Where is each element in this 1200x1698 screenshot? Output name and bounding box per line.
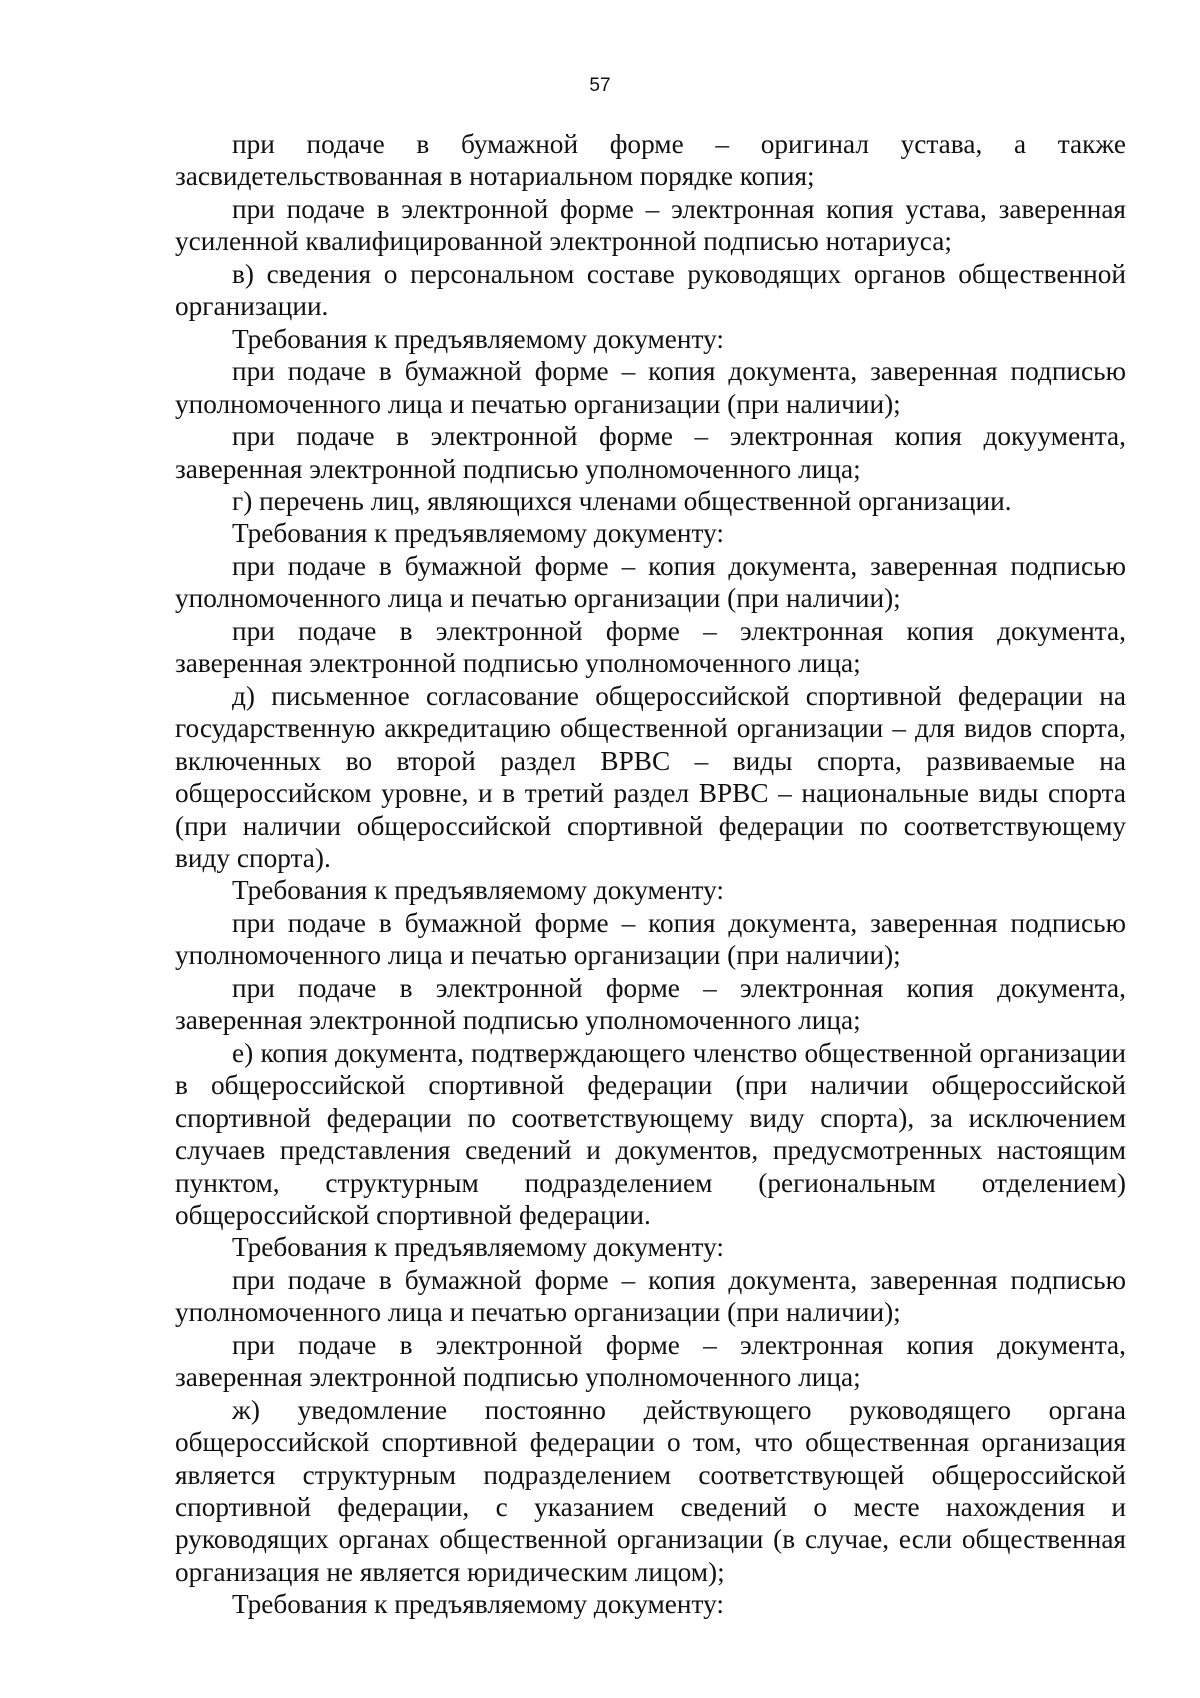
item-v-governing-bodies: в) сведения о персональном составе руководящих органов общественной организации. — [175, 258, 1126, 322]
document-body — [175, 128, 1126, 1621]
paragraph-e-paper-submission: при подаче в бумажной форме – копия документа, заверенная подписью уполномоченного лица и печатью организации (при наличии); — [175, 1264, 1126, 1328]
item-g-members-list: г) перечень лиц, являющихся членами общественной организации. — [232, 485, 1012, 516]
paragraph-v-paper-submission: при подаче в бумажной форме – копия документа, заверенная подписью уполномоченного лица и печатью организации (при наличии); — [175, 356, 1126, 419]
paragraph-g-paper-submission: при подаче в бумажной форме – копия документа, заверенная подписью уполномоченного лица и печатью организации (при наличии); — [175, 550, 1126, 614]
paragraph-e-electronic-submission: при подаче в электронной форме – электронная копия документа, заверенная электронной подписью уполномоченного лица; — [175, 1329, 1126, 1393]
requirements-heading-g: Требования к предъявляемому документу: — [232, 518, 724, 549]
requirements-heading-v: Требования к предъявляемому документу: — [232, 323, 724, 354]
item-d-federation-approval: д) письменное согласование общероссийской спортивной федерации на государственную аккредитацию общественной организации – для видов спорта, включенных во второй раздел ВРВС – виды спорта, развиваемые на общероссийском уровне, и в третий раздел ВРВС – национальные виды спорта (при наличии общероссийской спортивной федерации по соответствующему виду спорта). — [175, 680, 1126, 873]
paragraph-d-paper-submission: при подаче в бумажной форме – копия документа, заверенная подписью уполномоченного лица и печатью организации (при наличии); — [175, 907, 1126, 971]
item-zh-structural-unit-notice: ж) уведомление постоянно действующего руководящего органа общероссийской спортивной федерации о том, что общественная организация является структурным подразделением соответствующей общероссийской спортивной федерации, с указанием сведений о месте нахождения и руководящих органах общественной организации (в случае, если общественная организация не является юридическим лицом); — [175, 1394, 1126, 1587]
paragraph-a-electronic-submission: при подаче в электронной форме – электронная копия устава, заверенная усиленной квалифицированной электронной подписью нотариуса; — [175, 193, 1126, 257]
paragraph-a-paper-submission: при подаче в бумажной форме – оригинал устава, а также засвидетельствованная в нотариальном порядке копия; — [175, 129, 1126, 192]
requirements-heading-zh: Требования к предъявляемому документу: — [232, 1589, 724, 1620]
paragraph-d-electronic-submission: при подаче в электронной форме – электронная копия документа, заверенная электронной подписью уполномоченного лица; — [175, 972, 1126, 1036]
item-e-membership-document: е) копия документа, подтверждающего членство общественной организации в общероссийской спортивной федерации (при наличии общероссийской спортивной федерации по соответствующему виду спорта), за исключением случаев представления сведений и документов, предусмотренных настоящим пунктом, структурным подразделением (региональным отделением) общероссийской спортивной федерации. — [175, 1037, 1126, 1230]
requirements-heading-d: Требования к предъявляемому документу: — [232, 875, 724, 906]
paragraph-g-electronic-submission: при подаче в электронной форме – электронная копия документа, заверенная электронной подписью уполномоченного лица; — [175, 615, 1126, 679]
page-number: 57 — [589, 75, 611, 96]
requirements-heading-e: Требования к предъявляемому документу: — [232, 1232, 724, 1263]
paragraph-v-electronic-submission: при подаче в электронной форме – электронная копия докуумента, заверенная электронной подписью уполномоченного лица; — [175, 421, 1126, 484]
